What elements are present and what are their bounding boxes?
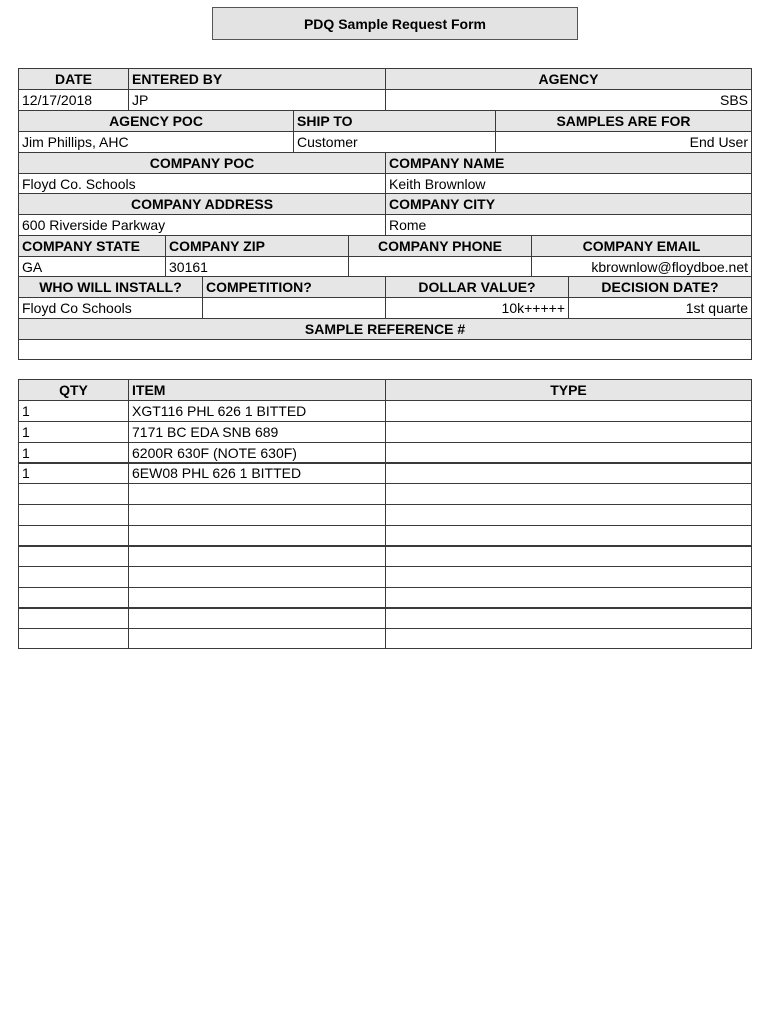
company-email-field[interactable]: kbrownlow@floydboe.net bbox=[531, 256, 752, 278]
decision-date-field[interactable]: 1st quarte bbox=[568, 297, 752, 319]
company-zip-field[interactable]: 30161 bbox=[165, 256, 349, 278]
qty-header: QTY bbox=[18, 379, 129, 401]
agency-poc-field[interactable]: Jim Phillips, AHC bbox=[18, 131, 294, 153]
who-will-install-field[interactable]: Floyd Co Schools bbox=[18, 297, 203, 319]
sample-reference-field[interactable] bbox=[18, 339, 752, 360]
company-address-header: COMPANY ADDRESS bbox=[18, 193, 386, 215]
type-cell[interactable] bbox=[385, 545, 752, 567]
item-cell[interactable] bbox=[128, 628, 386, 649]
type-cell[interactable] bbox=[385, 421, 752, 443]
agency-header: AGENCY bbox=[385, 68, 752, 90]
qty-cell[interactable] bbox=[18, 587, 129, 609]
item-cell[interactable] bbox=[128, 525, 386, 547]
dollar-value-field[interactable]: 10k+++++ bbox=[385, 297, 569, 319]
competition-header: COMPETITION? bbox=[202, 276, 386, 298]
item-cell[interactable] bbox=[128, 587, 386, 609]
company-phone-header: COMPANY PHONE bbox=[348, 235, 532, 257]
type-cell[interactable] bbox=[385, 628, 752, 649]
type-cell[interactable] bbox=[385, 462, 752, 484]
company-phone-field[interactable] bbox=[348, 256, 532, 278]
qty-cell[interactable] bbox=[18, 525, 129, 547]
company-zip-header: COMPANY ZIP bbox=[165, 235, 349, 257]
agency-field[interactable]: SBS bbox=[385, 89, 752, 111]
item-cell[interactable]: XGT116 PHL 626 1 BITTED bbox=[128, 400, 386, 422]
type-header: TYPE bbox=[385, 379, 752, 401]
samples-are-for-field[interactable]: End User bbox=[495, 131, 752, 153]
qty-cell[interactable] bbox=[18, 483, 129, 505]
type-cell[interactable] bbox=[385, 483, 752, 505]
type-cell[interactable] bbox=[385, 442, 752, 464]
qty-cell[interactable] bbox=[18, 504, 129, 526]
date-field[interactable]: 12/17/2018 bbox=[18, 89, 129, 111]
type-cell[interactable] bbox=[385, 504, 752, 526]
item-cell[interactable]: 7171 BC EDA SNB 689 bbox=[128, 421, 386, 443]
agency-poc-header: AGENCY POC bbox=[18, 110, 294, 132]
samples-are-for-header: SAMPLES ARE FOR bbox=[495, 110, 752, 132]
qty-cell[interactable]: 1 bbox=[18, 400, 129, 422]
ship-to-header: SHIP TO bbox=[293, 110, 496, 132]
company-poc-header: COMPANY POC bbox=[18, 152, 386, 174]
qty-cell[interactable] bbox=[18, 545, 129, 567]
item-cell[interactable]: 6200R 630F (NOTE 630F) bbox=[128, 442, 386, 464]
decision-date-header: DECISION DATE? bbox=[568, 276, 752, 298]
item-cell[interactable] bbox=[128, 566, 386, 588]
company-poc-field[interactable]: Floyd Co. Schools bbox=[18, 173, 386, 195]
item-cell[interactable]: 6EW08 PHL 626 1 BITTED bbox=[128, 462, 386, 484]
type-cell[interactable] bbox=[385, 400, 752, 422]
item-cell[interactable] bbox=[128, 504, 386, 526]
type-cell[interactable] bbox=[385, 607, 752, 629]
type-cell[interactable] bbox=[385, 566, 752, 588]
company-name-field[interactable]: Keith Brownlow bbox=[385, 173, 752, 195]
company-email-header: COMPANY EMAIL bbox=[531, 235, 752, 257]
qty-cell[interactable]: 1 bbox=[18, 421, 129, 443]
company-state-field[interactable]: GA bbox=[18, 256, 166, 278]
qty-cell[interactable] bbox=[18, 628, 129, 649]
qty-cell[interactable]: 1 bbox=[18, 462, 129, 484]
qty-cell[interactable]: 1 bbox=[18, 442, 129, 464]
item-cell[interactable] bbox=[128, 545, 386, 567]
competition-field[interactable] bbox=[202, 297, 386, 319]
ship-to-field[interactable]: Customer bbox=[293, 131, 496, 153]
dollar-value-header: DOLLAR VALUE? bbox=[385, 276, 569, 298]
company-state-header: COMPANY STATE bbox=[18, 235, 166, 257]
qty-cell[interactable] bbox=[18, 566, 129, 588]
company-address-field[interactable]: 600 Riverside Parkway bbox=[18, 214, 386, 236]
who-will-install-header: WHO WILL INSTALL? bbox=[18, 276, 203, 298]
entered-by-header: ENTERED BY bbox=[128, 68, 386, 90]
item-cell[interactable] bbox=[128, 607, 386, 629]
type-cell[interactable] bbox=[385, 525, 752, 547]
qty-cell[interactable] bbox=[18, 607, 129, 629]
company-city-field[interactable]: Rome bbox=[385, 214, 752, 236]
type-cell[interactable] bbox=[385, 587, 752, 609]
date-header: DATE bbox=[18, 68, 129, 90]
company-name-header: COMPANY NAME bbox=[385, 152, 752, 174]
form-title: PDQ Sample Request Form bbox=[212, 7, 578, 40]
entered-by-field[interactable]: JP bbox=[128, 89, 386, 111]
sample-reference-header: SAMPLE REFERENCE # bbox=[18, 318, 752, 340]
item-header: ITEM bbox=[128, 379, 386, 401]
item-cell[interactable] bbox=[128, 483, 386, 505]
company-city-header: COMPANY CITY bbox=[385, 193, 752, 215]
